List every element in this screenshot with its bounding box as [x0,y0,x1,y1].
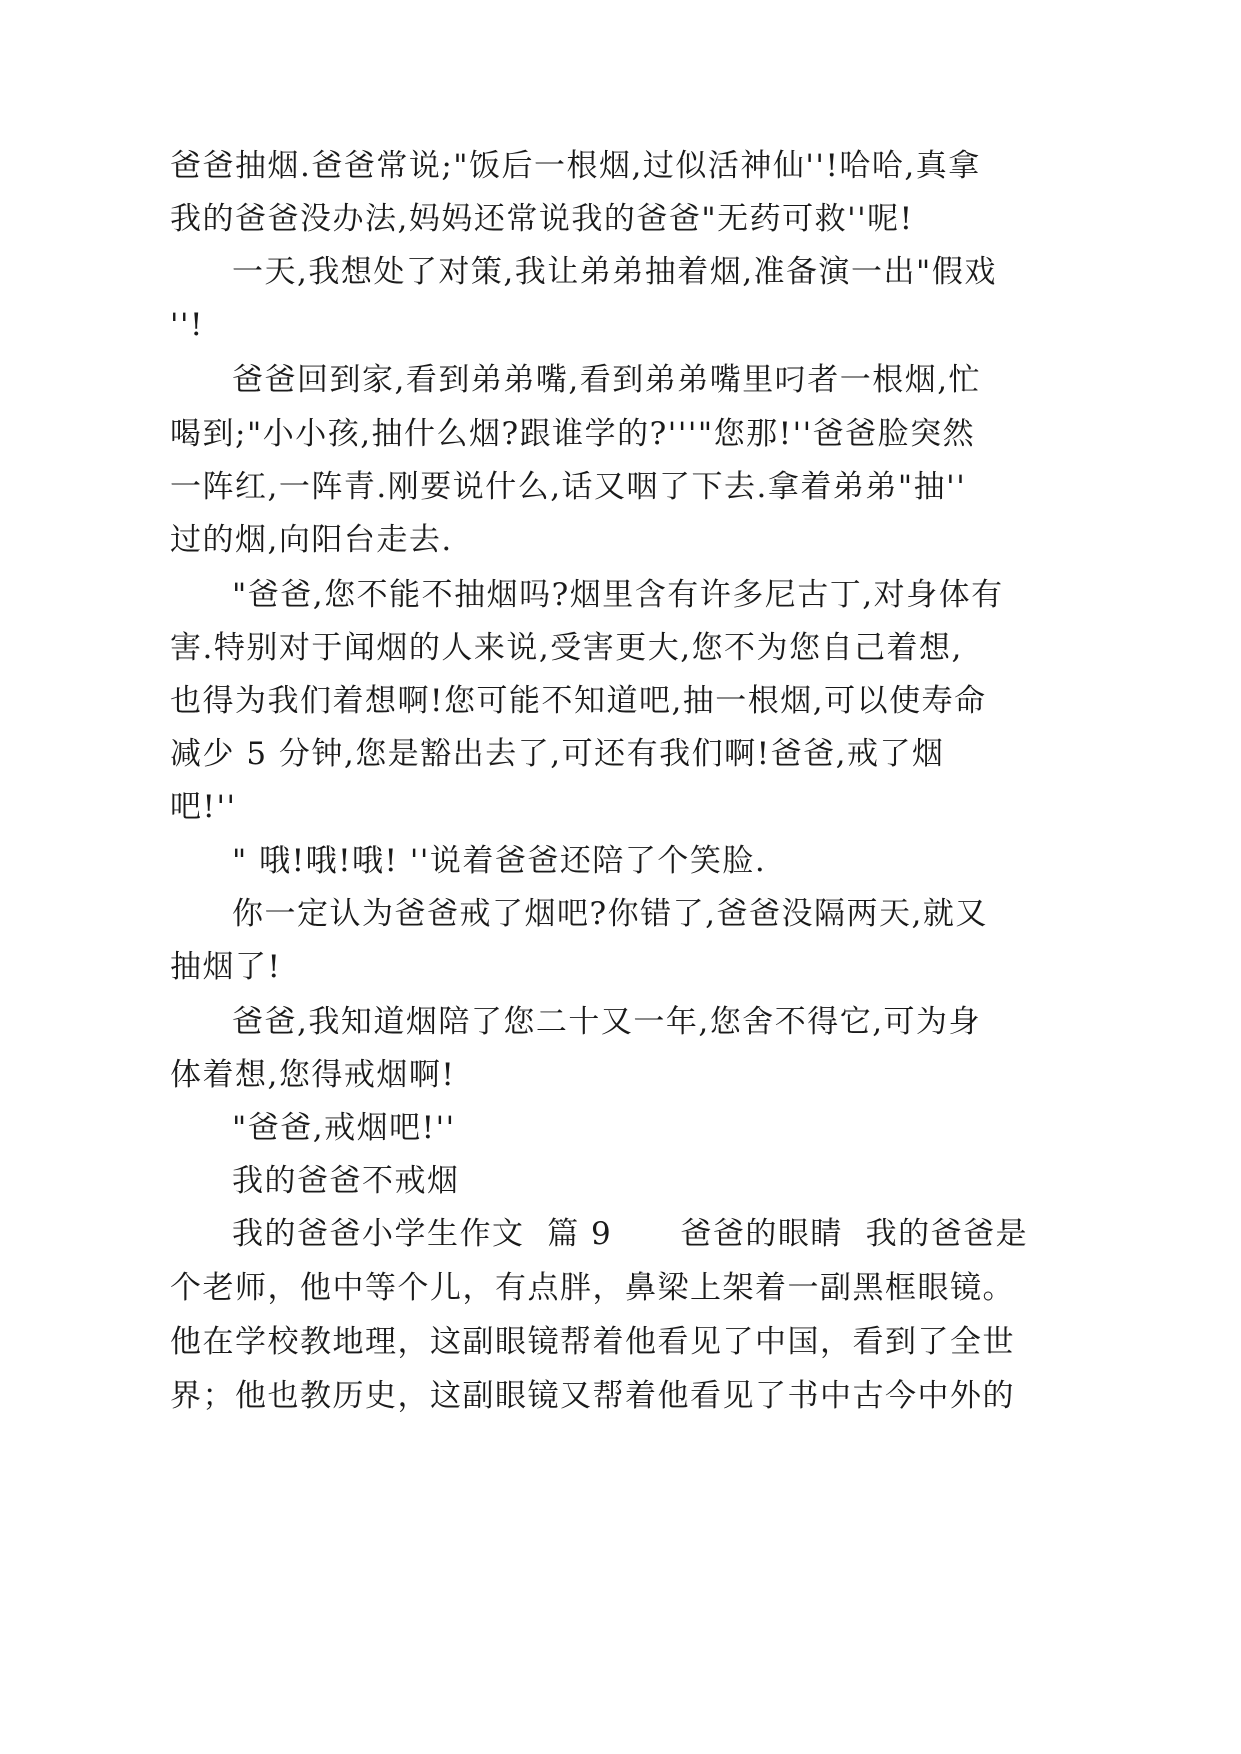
text-line: 我的爸爸小学生作文 篇 9 爸爸的眼睛 我的爸爸是 [232,1216,1029,1252]
text-line: 一阵红,一阵青.刚要说什么,话又咽了下去.拿着弟弟"抽'' [170,469,967,505]
text-line: ''! [170,307,205,343]
text-line: 我的爸爸不戒烟 [232,1163,460,1199]
text-line: 界；他也教历史，这副眼镜又帮着他看见了书中古今中外的 [170,1378,1015,1414]
text-line: 喝到;"小小孩,抽什么烟?跟谁学的?'''"您那!''爸爸脸突然 [170,416,976,452]
text-line: 我的爸爸没办法,妈妈还常说我的爸爸"无药可救''呢! [170,201,914,237]
text-line: 过的烟,向阳台走去. [170,522,453,558]
text-line: 一天,我想处了对策,我让弟弟抽着烟,准备演一出"假戏 [232,254,997,290]
text-line: 爸爸,我知道烟陪了您二十又一年,您舍不得它,可为身 [232,1004,982,1040]
text-line: 也得为我们着想啊!您可能不知道吧,抽一根烟,可以使寿命 [170,683,987,719]
text-line: 抽烟了! [170,949,282,985]
text-line: 减少 5 分钟,您是豁出去了,可还有我们啊!爸爸,戒了烟 [170,736,945,772]
text-line: 吧!'' [170,789,237,825]
text-line: 他在学校教地理，这副眼镜帮着他看见了中国，看到了全世 [170,1324,1015,1360]
text-line: 个老师，他中等个儿，有点胖，鼻梁上架着一副黑框眼镜。 [170,1270,1015,1306]
text-line: " 哦!哦!哦! ''说着爸爸还陪了个笑脸. [232,843,767,879]
text-line: 爸爸回到家,看到弟弟嘴,看到弟弟嘴里叼者一根烟,忙 [232,362,982,398]
text-line: 害.特别对于闻烟的人来说,受害更大,您不为您自己着想, [170,630,963,666]
text-line: "爸爸,您不能不抽烟吗?烟里含有许多尼古丁,对身体有 [232,577,1004,613]
text-line: 体着想,您得戒烟啊! [170,1057,456,1093]
text-line: 你一定认为爸爸戒了烟吧?你错了,爸爸没隔两天,就又 [232,896,988,932]
text-line: 爸爸抽烟.爸爸常说;"饭后一根烟,过似活神仙''!哈哈,真拿 [170,148,981,184]
text-line: "爸爸,戒烟吧!'' [232,1110,456,1146]
